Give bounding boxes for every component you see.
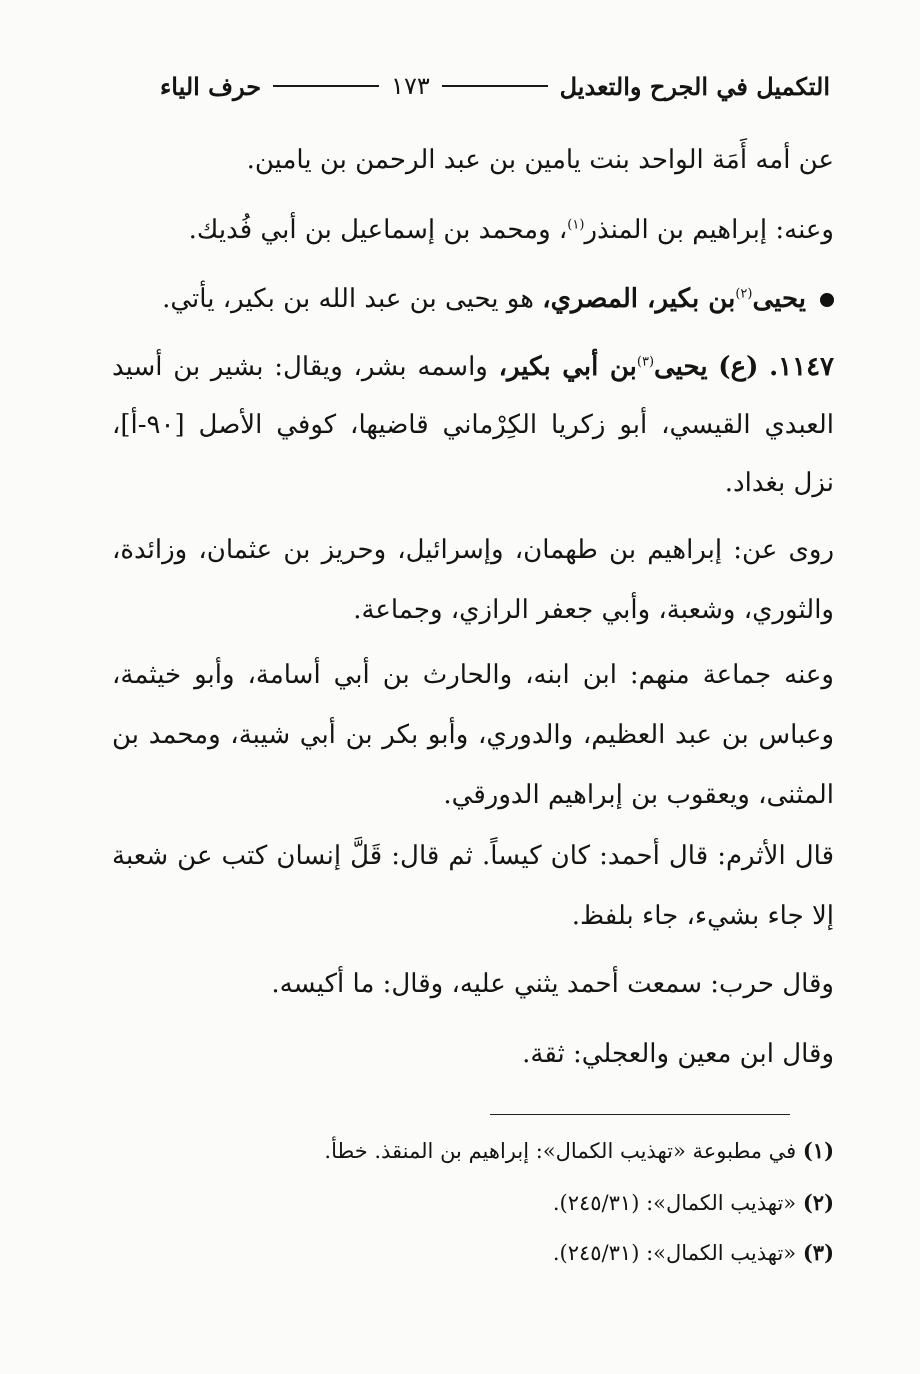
entry-code: (ع) (718, 352, 759, 382)
footnote-ref: (٣) (636, 354, 655, 370)
entry-text: واسمه بشر، ويقال: بشير بن أسيد العبدي القيسي، أبو زكريا الكِرْماني قاضيها، كوفي الأصل [٩٠-أ]، نزل بغداد. (112, 352, 834, 498)
page-number: ١٧٣ (391, 72, 430, 100)
footnote-1 (134, 1136, 834, 1166)
paragraph-narrators-from (174, 200, 834, 260)
paragraph-athram-quote (112, 826, 834, 946)
paragraph-text: وعنه جماعة منهم: ابن ابنه، والحارث بن أبي أسامة، وأبو خيثمة، وعباس بن عبد العظيم، والدوري، وأبو بكر بن أبي شيبة، ومحمد بن المثنى، ويعقوب بن إبراهيم الدورقي. (112, 660, 834, 810)
entry-name: يحيى (654, 352, 708, 382)
footnote-number: (١) (802, 1138, 834, 1163)
paragraph-text: قال الأثرم: قال أحمد: كان كيساً. ثم قال: قَلَّ إنسان كتب عن شعبة إلا جاء بشيء، جاء بلفظ. (112, 841, 834, 931)
paragraph-harb-quote (174, 954, 834, 1014)
bullet-icon (820, 293, 834, 307)
footnote-text: «تهذيب الكمال»: (٢٤٥/٣١). (552, 1191, 803, 1215)
header-dash (442, 85, 548, 87)
footnote-2 (134, 1188, 834, 1218)
entry-text: هو يحيى بن عبد الله بن بكير، يأتي. (162, 284, 543, 314)
footnote-number: (٣) (802, 1240, 834, 1265)
footnote-text: «تهذيب الكمال»: (٢٤٥/٣١). (552, 1241, 803, 1265)
footnote-ref: (٢) (735, 286, 753, 302)
paragraph-text: ، ومحمد بن إسماعيل بن أبي فُديك. (188, 215, 568, 245)
section-title: حرف الياء (160, 71, 262, 101)
paragraph-text: وقال ابن معين والعجلي: ثقة. (522, 1039, 834, 1069)
footnote-separator (490, 1114, 790, 1115)
entry-name: بن بكير، المصري، (542, 284, 736, 314)
biography-entry (112, 338, 834, 512)
paragraph-text: عن أمه أَمَة الواحد بنت يامين بن عبد الرحمن بن يامين. (246, 145, 834, 175)
paragraph-narrated-from (112, 520, 834, 640)
paragraph-narrators-from-him (112, 645, 834, 825)
entry-name: يحيى (752, 284, 806, 314)
paragraph-ibn-maeen-quote (174, 1024, 834, 1084)
footnote-ref: (١) (567, 217, 585, 233)
footnote-text: في مطبوعة «تهذيب الكمال»: إبراهيم بن المنقذ. خطأ. (324, 1139, 803, 1163)
footnote-number: (٢) (802, 1190, 834, 1215)
running-header (160, 66, 830, 106)
entry-number: ١١٤٧. (769, 352, 835, 382)
paragraph-text: وعنه: إبراهيم بن المنذر (584, 215, 834, 245)
header-dash (273, 85, 379, 87)
entry-name: بن أبي بكير، (498, 352, 637, 382)
footnote-3 (134, 1238, 834, 1268)
book-title: التكميل في الجرح والتعديل (559, 71, 830, 101)
paragraph-text: روى عن: إبراهيم بن طهمان، وإسرائيل، وحريز بن عثمان، وزائدة، والثوري، وشعبة، وأبي جعفر الرازي، وجماعة. (112, 535, 834, 625)
paragraph-continuation (174, 130, 834, 190)
cross-reference-entry (162, 274, 834, 324)
paragraph-text: وقال حرب: سمعت أحمد يثني عليه، وقال: ما أكيسه. (271, 969, 834, 999)
